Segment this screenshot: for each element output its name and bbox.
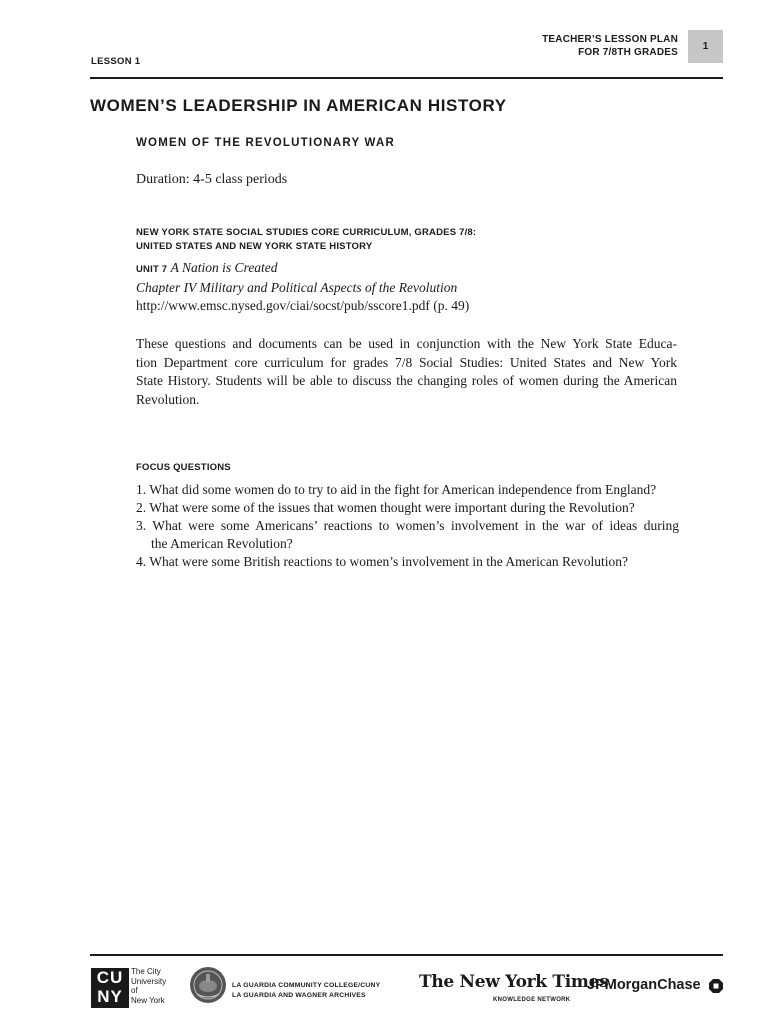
unit-block bbox=[136, 259, 469, 315]
curriculum-url[interactable]: http://www.emsc.nysed.gov/ciai/socst/pub/sscore1.pdf (p. 49) bbox=[136, 298, 470, 313]
focus-question-3-line2: the American Revolution? bbox=[151, 536, 293, 551]
paragraph-line: State History. Students will be able to discuss the changing roles of women during the American bbox=[136, 373, 677, 388]
cuny-logo bbox=[91, 968, 129, 1008]
nyt-logo: The New York Times bbox=[419, 972, 609, 992]
chapter-title: Chapter IV Military and Political Aspects of the Revolution bbox=[136, 280, 458, 295]
page-number-box bbox=[688, 30, 723, 63]
cuny-name bbox=[131, 967, 166, 1005]
jpmorgan-logo: JPMorganChase bbox=[587, 977, 701, 993]
lesson-plan-heading bbox=[542, 33, 678, 59]
header-divider bbox=[90, 77, 723, 79]
laguardia-line1: LA GUARDIA COMMUNITY COLLEGE/CUNY bbox=[232, 982, 381, 989]
cuny-name-line3: of bbox=[131, 986, 138, 995]
duration-text: Duration: 4-5 class periods bbox=[136, 172, 288, 187]
paragraph-line: tion Department core curriculum for grades 7/8 Social Studies: United States and New York bbox=[136, 354, 677, 370]
cuny-logo-line1: CU bbox=[96, 968, 124, 987]
curriculum-heading-line2: UNITED STATES AND NEW YORK STATE HISTORY bbox=[136, 241, 373, 252]
footer-divider bbox=[90, 954, 723, 956]
lesson-plan-line1: TEACHER’S LESSON PLAN bbox=[542, 34, 678, 45]
laguardia-text bbox=[232, 981, 380, 1001]
unit-label: UNIT 7 bbox=[136, 264, 168, 275]
laguardia-seal-icon bbox=[189, 966, 227, 1004]
unit-line bbox=[136, 259, 469, 279]
focus-question-3 bbox=[136, 517, 679, 553]
curriculum-heading bbox=[136, 226, 476, 254]
jpmorgan-octagon-icon bbox=[709, 979, 723, 993]
cuny-name-line4: New York bbox=[131, 995, 165, 1005]
paragraph-line: Revolution. bbox=[136, 391, 200, 407]
curriculum-heading-line1: NEW YORK STATE SOCIAL STUDIES CORE CURRICULUM, GRADES 7/8: bbox=[136, 227, 477, 238]
paragraph-line: These questions and documents can be used in conjunction with the New York State Educa- bbox=[136, 336, 677, 351]
cuny-name-line2: University bbox=[131, 976, 167, 986]
focus-question-3-line1: 3. What were some Americans’ reactions to women’s involvement in the war of ideas during bbox=[136, 518, 679, 533]
intro-paragraph bbox=[136, 335, 677, 409]
nyt-knowledge-network: KNOWLEDGE NETWORK bbox=[493, 997, 571, 1003]
focus-questions-heading: FOCUS QUESTIONS bbox=[136, 462, 231, 473]
lesson-label: LESSON 1 bbox=[91, 56, 141, 67]
focus-question-1: 1. What did some women do to try to aid in the fight for American independence from England? bbox=[136, 482, 657, 497]
lesson-plan-line2: FOR 7/8TH GRADES bbox=[578, 47, 678, 58]
unit-title: A Nation is Created bbox=[170, 260, 278, 275]
laguardia-line2: LA GUARDIA AND WAGNER ARCHIVES bbox=[232, 992, 366, 999]
cuny-logo-line2: NY bbox=[97, 987, 123, 1006]
focus-question-4: 4. What were some British reactions to women’s involvement in the American Revolution? bbox=[136, 554, 629, 569]
focus-questions-list bbox=[136, 481, 679, 571]
cuny-name-line1: The City bbox=[131, 967, 161, 976]
page-number: 1 bbox=[702, 41, 709, 52]
focus-question-2: 2. What were some of the issues that women thought were important during the Revolution? bbox=[136, 500, 635, 515]
page-title: WOMEN’S LEADERSHIP IN AMERICAN HISTORY bbox=[90, 96, 507, 115]
page-subtitle: WOMEN OF THE REVOLUTIONARY WAR bbox=[136, 137, 395, 149]
